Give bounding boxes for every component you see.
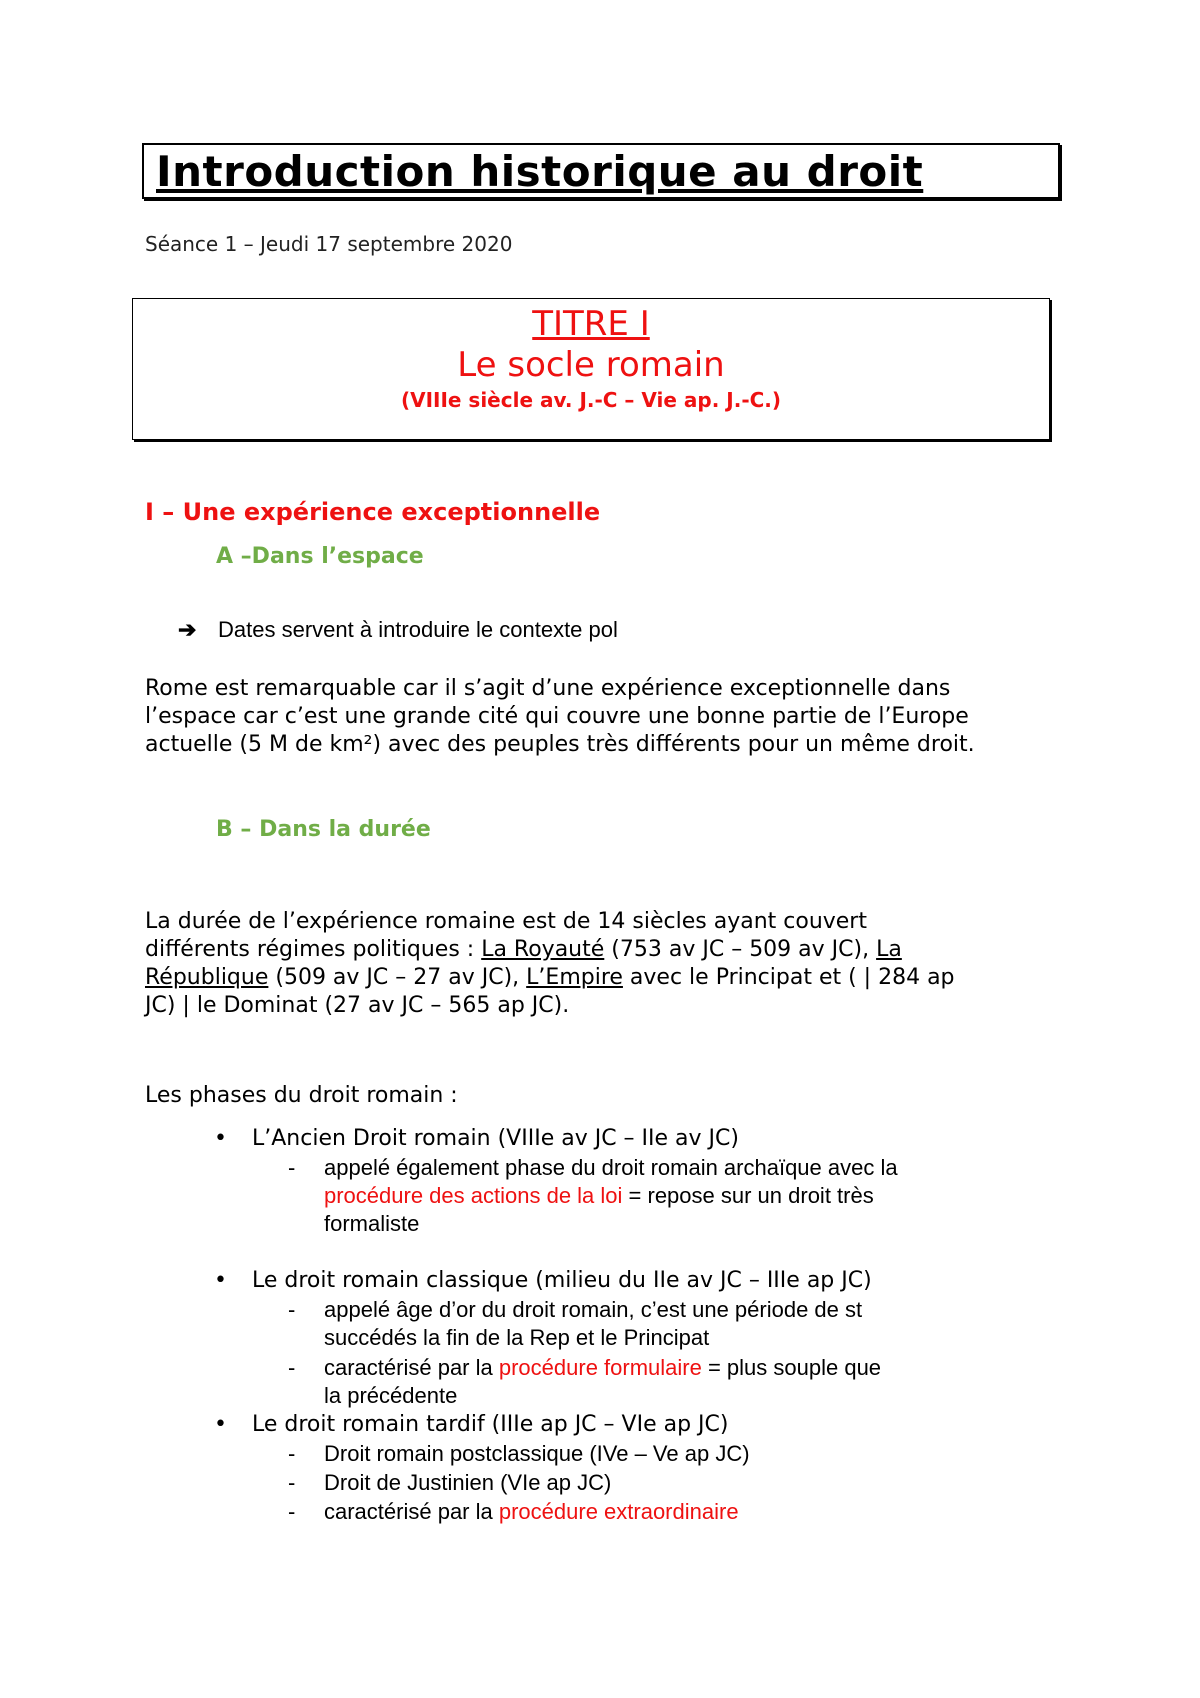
section-heading-I: I – Une expérience exceptionnelle bbox=[145, 498, 601, 526]
paragraph-line bbox=[145, 936, 1065, 964]
text-run: avec le Principat et ( | 284 ap bbox=[622, 965, 955, 990]
bullet-icon: • bbox=[214, 1126, 227, 1151]
red-term: procédure extraordinaire bbox=[498, 1499, 739, 1524]
paragraph-rome bbox=[145, 675, 1065, 759]
sub-item-line: formaliste bbox=[324, 1211, 420, 1236]
bullet-icon: • bbox=[214, 1412, 227, 1437]
text-run: = plus souple que bbox=[701, 1355, 882, 1380]
phase-label: Le droit romain tardif (IIIe ap JC – VIe ap JC) bbox=[252, 1412, 729, 1437]
document-title: Introduction historique au droit bbox=[156, 147, 924, 196]
sub-item-line: appelé également phase du droit romain archaïque avec la bbox=[324, 1155, 898, 1180]
bullet-icon: • bbox=[214, 1268, 227, 1293]
paragraph-line bbox=[145, 964, 1065, 992]
paragraph-line: Rome est remarquable car il s’agit d’une expérience exceptionnelle dans bbox=[145, 676, 951, 701]
underlined-term: L’Empire bbox=[526, 965, 623, 990]
paragraph-duree bbox=[145, 908, 1065, 1020]
underlined-term: La bbox=[876, 937, 902, 962]
dash-icon: - bbox=[288, 1155, 296, 1180]
paragraph-line: actuelle (5 M de km²) avec des peuples très différents pour un même droit. bbox=[145, 732, 975, 757]
dash-icon: - bbox=[288, 1297, 296, 1322]
sub-item-line: Droit de Justinien (VIe ap JC) bbox=[324, 1470, 612, 1495]
text-run: caractérisé par la bbox=[324, 1499, 499, 1524]
sub-item-line bbox=[324, 1354, 1044, 1382]
sub-item-line: appelé âge d’or du droit romain, c’est une période de st bbox=[324, 1297, 863, 1322]
subsection-heading-B: B – Dans la durée bbox=[216, 817, 431, 842]
sub-item-line: succédés la fin de la Rep et le Principat bbox=[324, 1325, 710, 1350]
sub-item-line bbox=[324, 1498, 1044, 1526]
paragraph-line: JC) | le Dominat (27 av JC – 565 ap JC). bbox=[145, 993, 570, 1018]
text-run: (753 av JC – 509 av JC), bbox=[604, 937, 877, 962]
paragraph-line: l’espace car c’est une grande cité qui couvre une bonne partie de l’Europe bbox=[145, 704, 969, 729]
red-term: procédure des actions de la loi bbox=[324, 1183, 623, 1208]
paragraph-line: La durée de l’expérience romaine est de 14 siècles ayant couvert bbox=[145, 909, 867, 934]
arrow-note bbox=[178, 617, 618, 643]
underlined-term: La Royauté bbox=[481, 937, 605, 962]
dash-icon: - bbox=[288, 1355, 296, 1380]
title-box bbox=[142, 143, 1060, 199]
sub-item-line bbox=[324, 1182, 1044, 1210]
dash-icon: - bbox=[288, 1499, 296, 1524]
phase-label: L’Ancien Droit romain (VIIIe av JC – IIe av JC) bbox=[252, 1126, 739, 1151]
underlined-term: République bbox=[145, 965, 269, 990]
red-term: procédure formulaire bbox=[498, 1355, 702, 1380]
text-run: caractérisé par la bbox=[324, 1355, 499, 1380]
text-run: différents régimes politiques : bbox=[145, 937, 482, 962]
titre-heading: TITRE I bbox=[532, 304, 650, 344]
arrow-note-text: Dates servent à introduire le contexte pol bbox=[218, 617, 618, 642]
sub-item-line: Droit romain postclassique (IVe – Ve ap JC) bbox=[324, 1441, 750, 1466]
session-date: Séance 1 – Jeudi 17 septembre 2020 bbox=[145, 232, 513, 256]
subsection-heading-A: A –Dans l’espace bbox=[216, 544, 424, 569]
sub-item-line: la précédente bbox=[324, 1383, 458, 1408]
arrow-right-icon: ➔ bbox=[178, 617, 197, 642]
titre-subtitle: Le socle romain bbox=[457, 345, 725, 385]
dash-icon: - bbox=[288, 1470, 296, 1495]
phases-intro: Les phases du droit romain : bbox=[145, 1083, 458, 1108]
text-run: (509 av JC – 27 av JC), bbox=[268, 965, 527, 990]
titre-box bbox=[132, 298, 1050, 440]
titre-period: (VIIIe siècle av. J.-C – Vie ap. J.-C.) bbox=[400, 388, 782, 412]
text-run: = repose sur un droit très bbox=[622, 1183, 874, 1208]
phase-label: Le droit romain classique (milieu du IIe av JC – IIIe ap JC) bbox=[252, 1268, 872, 1293]
dash-icon: - bbox=[288, 1441, 296, 1466]
